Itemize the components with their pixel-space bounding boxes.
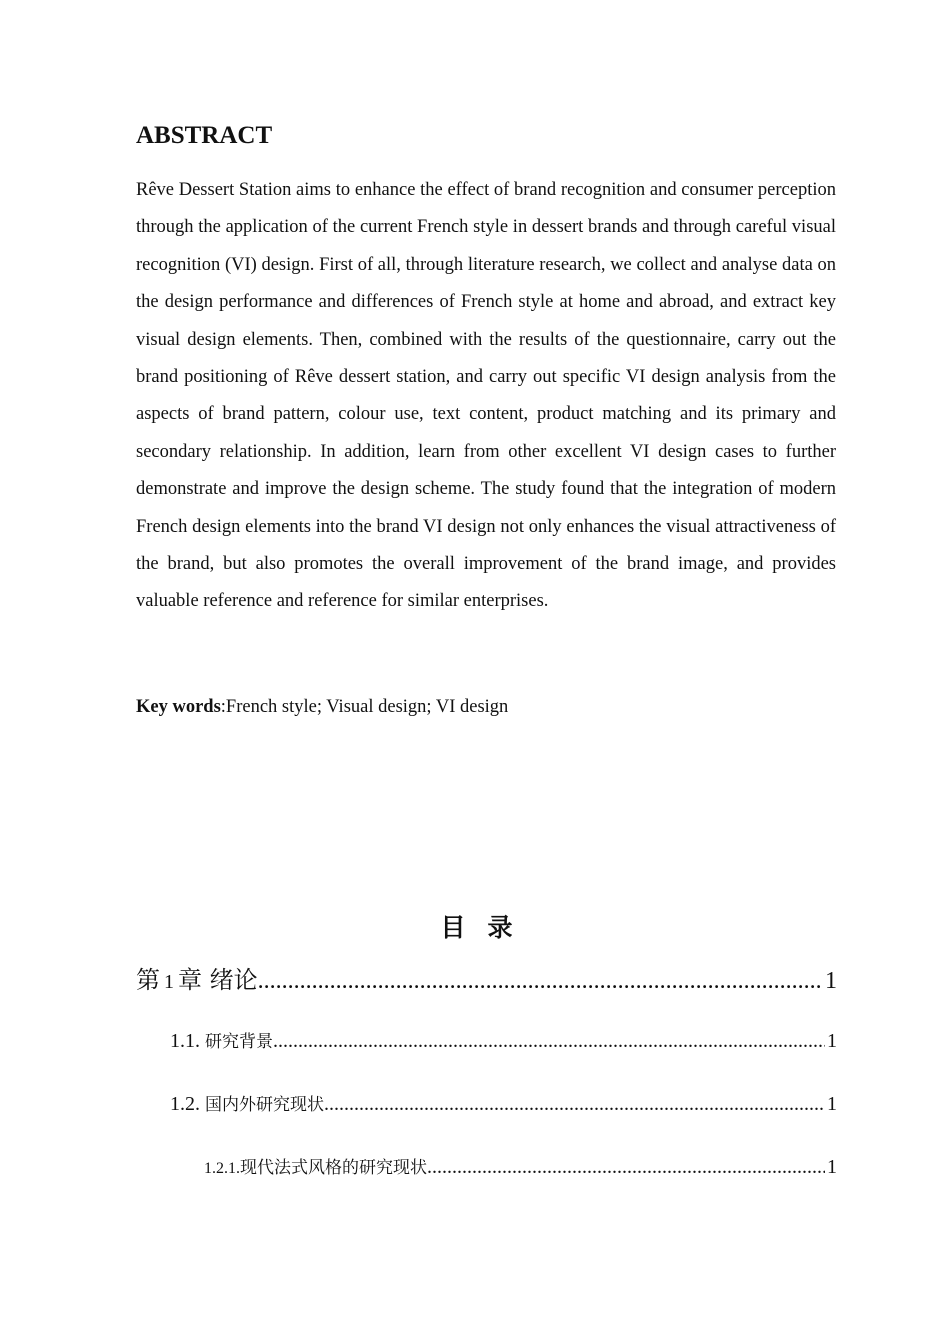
toc-entry-title: 章 绪论 xyxy=(178,966,258,994)
toc-entry-chapter-1[interactable] xyxy=(136,960,837,995)
toc-entry-1-2-1[interactable] xyxy=(204,1153,837,1179)
toc-entry-1-1[interactable] xyxy=(170,1027,837,1053)
toc-page-number: 1 xyxy=(827,1093,837,1115)
toc-entry-number: 1.2.1. xyxy=(204,1160,240,1177)
toc-entry-1-2[interactable] xyxy=(170,1090,837,1116)
toc-entry-label xyxy=(136,960,258,995)
toc-entry-label xyxy=(204,1153,427,1179)
abstract-paragraph: Rêve Dessert Station aims to enhance the effect of brand recognition and consumer perception through the application of the current French style in dessert brands and through careful visual recognition (VI) design. First of all, through literature research, we collect and analyse data on the design performance and differences of French style at home and abroad, and extract key visual design elements. Then, combined with the results of the questionnaire, carry out the brand positioning of Rêve dessert station, and carry out specific VI design analysis from the aspects of brand pattern, colour use, text content, product matching and its primary and secondary relationship. In addition, learn from other excellent VI design cases to further demonstrate and improve the design scheme. The study found that the integration of modern French design elements into the brand VI design not only enhances the visual attractiveness of the brand, but also promotes the overall improvement of the brand image, and provides valuable reference and reference for similar enterprises. xyxy=(136,180,836,612)
toc-dot-leader xyxy=(324,1093,825,1116)
toc-entry-title: 研究背景 xyxy=(205,1032,273,1052)
toc-heading: 目录 xyxy=(440,913,535,942)
toc-entry-number: 1.2. xyxy=(170,1093,200,1115)
abstract-heading: ABSTRACT xyxy=(136,122,273,149)
toc-page-number: 1 xyxy=(827,1030,837,1052)
toc-page-number: 1 xyxy=(825,968,837,994)
toc-dot-leader xyxy=(427,1156,825,1179)
toc-entry-title: 国内外研究现状 xyxy=(205,1095,324,1115)
toc-entry-label xyxy=(170,1027,273,1053)
keywords-label: Key words xyxy=(136,697,221,717)
toc-entry-number: 1 xyxy=(164,971,174,993)
toc-entry-title: 现代法式风格的研究现状 xyxy=(240,1158,427,1178)
toc-entry-number: 1.1. xyxy=(170,1030,200,1052)
keywords-line xyxy=(136,697,508,718)
toc-entry-label xyxy=(170,1090,324,1116)
keywords-text: :French style; Visual design; VI design xyxy=(220,697,509,717)
toc-entry-prefix: 第 xyxy=(136,966,160,994)
toc-dot-leader xyxy=(258,968,823,995)
toc-dot-leader xyxy=(273,1030,825,1053)
toc-page-number: 1 xyxy=(827,1156,837,1178)
